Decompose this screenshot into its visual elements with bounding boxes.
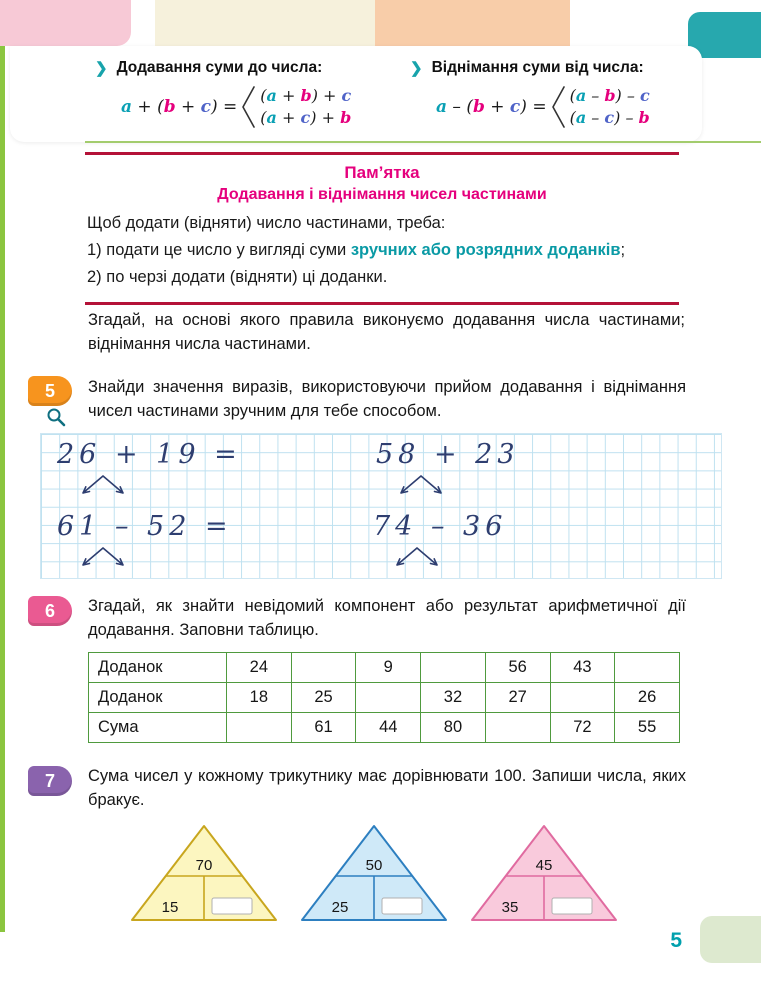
deco-pink-bar <box>0 0 131 46</box>
addition-table <box>88 652 680 743</box>
task7-badge-number: 7 <box>44 770 55 791</box>
table-cell: 44 <box>356 713 421 743</box>
table-cell: 80 <box>421 713 486 743</box>
memo-title: Пам’ятка <box>344 163 420 182</box>
table-cell: 24 <box>227 653 292 683</box>
row-label: Сума <box>89 713 227 743</box>
table-cell <box>550 683 615 713</box>
formula-option: (a – c) – b <box>569 108 650 127</box>
task5-badge <box>28 376 72 406</box>
task6-badge-number: 6 <box>44 600 55 621</box>
formula-option: (a – b) – c <box>569 86 650 105</box>
formula-option: (a + b) + c <box>260 86 352 105</box>
triangle-top-value: 45 <box>535 857 553 874</box>
handwritten-expression: 74 – 36 <box>373 511 508 542</box>
triangle-figure <box>298 822 450 924</box>
brace-icon <box>551 84 565 130</box>
split-arrows-icon <box>393 474 449 500</box>
memo-line: Щоб додати (відняти) число частинами, треба: <box>87 214 446 232</box>
table-cell <box>291 653 356 683</box>
table-cell <box>615 653 680 683</box>
row-label: Доданок <box>89 683 227 713</box>
magnifier-icon <box>46 407 66 427</box>
formula-title: Віднімання суми від числа: <box>431 59 644 76</box>
table-cell <box>356 683 421 713</box>
triangle-top-value: 50 <box>365 857 383 874</box>
formula-option: (a + c) + b <box>260 108 352 127</box>
triangle-figure <box>128 822 280 924</box>
table-row <box>89 683 680 713</box>
triangle-left-value: 35 <box>501 899 519 916</box>
table-cell: 18 <box>227 683 292 713</box>
table-cell <box>227 713 292 743</box>
page-number: 5 <box>670 929 682 952</box>
formula-subtraction <box>410 59 700 130</box>
squared-paper <box>40 433 722 579</box>
triangle-top-value: 70 <box>195 857 213 874</box>
table-cell: 61 <box>291 713 356 743</box>
task6-badge <box>28 596 72 626</box>
table-cell: 43 <box>550 653 615 683</box>
table-row <box>89 653 680 683</box>
formula-body <box>121 84 405 130</box>
answer-box <box>552 898 592 914</box>
formula-lhs: a – (b + c) = <box>436 97 547 117</box>
memo-subtitle: Додавання і віднімання чисел частинами <box>217 186 547 203</box>
table-cell: 56 <box>485 653 550 683</box>
table-row <box>89 713 680 743</box>
task5-badge-number: 5 <box>44 380 55 401</box>
handwritten-expression: 61 – 52 = <box>57 511 233 542</box>
memo-line: 2) по черзі додати (відняти) ці доданки. <box>87 268 388 286</box>
table-cell: 9 <box>356 653 421 683</box>
handwritten-expression: 26 + 19 = <box>57 439 242 470</box>
bottom-green-tab <box>700 916 761 963</box>
formula-addition <box>95 59 405 130</box>
triangle-left-value: 25 <box>331 899 349 916</box>
green-divider <box>85 141 761 143</box>
task6-text: Згадай, як знайти невідомий компонент або результат арифметичної дії додавання. Заповни таблицю. <box>88 597 686 639</box>
task7-text: Сума чисел у кожному трикутнику має дорівнювати 100. Запиши числа, яких бракує. <box>88 767 686 809</box>
formula-body <box>436 84 700 130</box>
task7-badge <box>28 766 72 796</box>
table-cell: 55 <box>615 713 680 743</box>
brace-icon <box>241 84 255 130</box>
formulas-card <box>10 46 702 142</box>
answer-box <box>212 898 252 914</box>
task5-text: Знайди значення виразів, використовуючи прийом додавання і віднімання чисел частинами зручним для тебе способом. <box>88 378 686 420</box>
table-cell: 32 <box>421 683 486 713</box>
table-cell: 72 <box>550 713 615 743</box>
row-label: Доданок <box>89 653 227 683</box>
memo-section <box>85 152 679 305</box>
recall-paragraph: Згадай, на основі якого правила виконуємо додавання числа частинами; віднімання числа частинами. <box>88 311 685 353</box>
formula-title: Додавання суми до числа: <box>116 59 323 76</box>
chevron-icon: ❯ <box>95 60 108 77</box>
answer-box <box>382 898 422 914</box>
triangle-figure <box>468 822 620 924</box>
table-cell <box>421 653 486 683</box>
table-cell <box>485 713 550 743</box>
table-cell: 26 <box>615 683 680 713</box>
table-cell: 25 <box>291 683 356 713</box>
split-arrows-icon <box>75 474 131 500</box>
formula-lhs: a + (b + c) = <box>121 97 238 117</box>
table-cell: 27 <box>485 683 550 713</box>
handwritten-expression: 58 + 23 <box>376 439 520 470</box>
split-arrows-icon <box>75 546 131 572</box>
chevron-icon: ❯ <box>410 60 423 77</box>
left-green-line <box>0 46 5 932</box>
memo-line: 1) подати це число у вигляді суми зручних або розрядних доданків; <box>87 241 626 259</box>
split-arrows-icon <box>389 546 445 572</box>
triangle-left-value: 15 <box>161 899 179 916</box>
